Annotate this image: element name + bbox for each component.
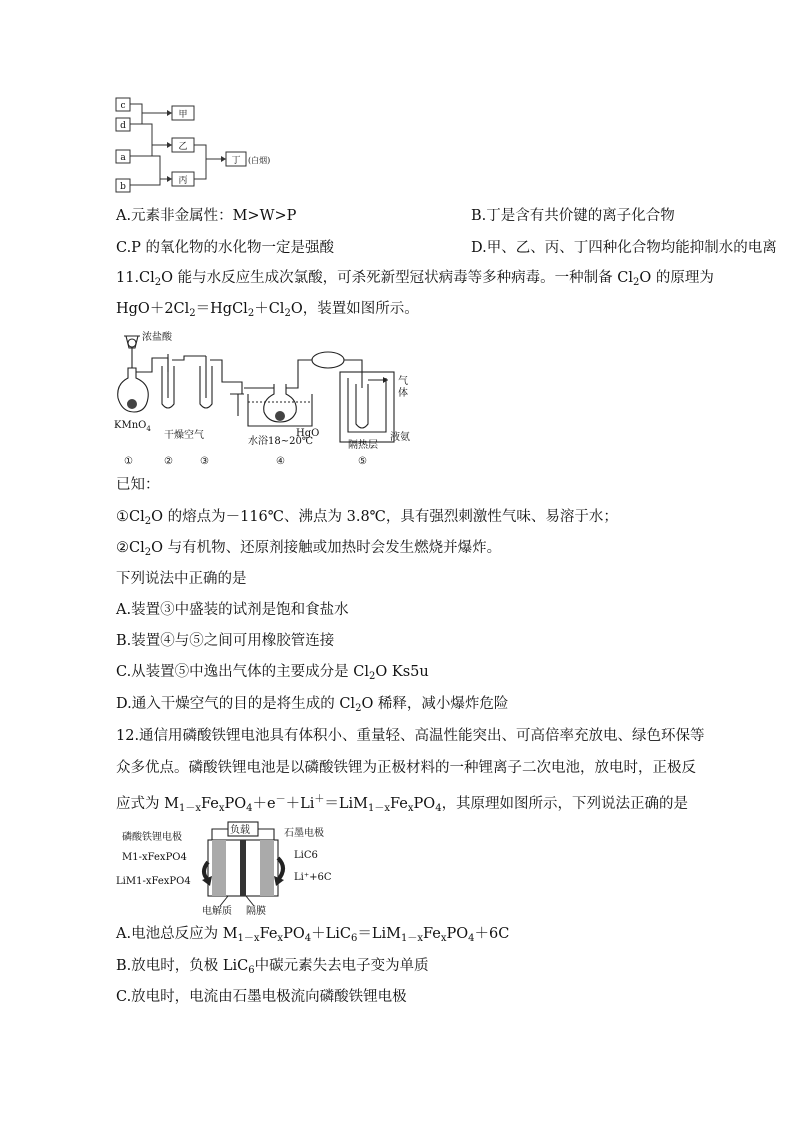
label-membrane: 隔膜 xyxy=(246,906,266,917)
label-kmno4: KMnO$_4$ xyxy=(114,420,151,433)
q12-stem-line1: 12.通信用磷酸铁锂电池具有体积小、重量轻、高温性能突出、可高倍率充放电、绿色环保等 xyxy=(116,728,705,744)
flow-label-d: d xyxy=(120,121,126,131)
label-phosphate-electrode: 磷酸铁锂电极 xyxy=(122,832,182,843)
flow-label-bing: 丙 xyxy=(178,176,188,186)
q10-options-row2 xyxy=(116,238,777,258)
flow-label-b: b xyxy=(120,182,126,192)
q12-stem-line3: 应式为 $M_{1-x}Fe_xPO_4+e^-+Li^+=LiM_{1-x}Fe_xPO_4$，其原理如图所示，下列说法正确的是 xyxy=(116,794,689,814)
q11-stem: $11.Cl_2O$ 能与水反应生成次氯酸，可杀死新型冠状病毒等多种病毒。一种制备 $Cl_2O$ 的原理为 xyxy=(116,270,714,288)
graphite-electrode xyxy=(260,840,274,896)
right-arrow xyxy=(278,858,283,880)
q12-stem-line2: 众多优点。磷酸铁锂电池是以磷酸铁锂为正极材料的一种锂离子二次电池，放电时，正极反 xyxy=(116,760,696,776)
battery-figure xyxy=(116,818,376,918)
apparatus-number-3: ③ xyxy=(200,456,209,467)
flow-label-yi: 乙 xyxy=(178,142,188,152)
q11-option-b: B.装置④与⑤之间可用橡胶管连接 xyxy=(116,633,335,649)
drying-bulb xyxy=(312,352,344,368)
label-hgo: HgO xyxy=(296,428,320,439)
label-electrolyte: 电解质 xyxy=(202,906,232,917)
q11-known-2: $②Cl_2O$ 与有机物、还原剂接触或加热时会发生燃烧并爆炸。 xyxy=(116,540,502,558)
q11-equation: $HgO+2Cl_2=HgCl_2+Cl_2O$，装置如图所示。 xyxy=(116,301,419,319)
apparatus-number-1: ① xyxy=(124,456,133,467)
apparatus-number-5: ⑤ xyxy=(358,456,367,467)
q11-option-a: A.装置③中盛装的试剂是饱和食盐水 xyxy=(116,602,349,618)
q10-option-a: A.元素非金属性：M>W>P xyxy=(116,208,297,224)
apparatus-number-2: ② xyxy=(164,456,173,467)
membrane-strip xyxy=(240,840,246,896)
label-right-species-2: Li⁺+6C xyxy=(294,872,332,883)
q10-option-c: C.P 的氧化物的水化物一定是强酸 xyxy=(116,240,335,256)
flow-label-jia: 甲 xyxy=(178,110,188,120)
label-left-species-2: LiM1-xFexPO4 xyxy=(116,876,191,887)
q12-option-a: A.电池总反应为 $M_{1-x}Fe_xPO_4+LiC_6=LiM_{1-x}Fe_xPO_4+6C$ xyxy=(116,926,510,944)
flow-label-c: c xyxy=(120,101,126,111)
q10-option-b: B.丁是含有共价键的离子化合物 xyxy=(471,208,675,224)
separatory-funnel xyxy=(124,336,140,368)
label-graphite-electrode: 石墨电极 xyxy=(284,828,324,839)
label-gas-1: 气 xyxy=(398,376,408,387)
label-conc-hcl: 浓盐酸 xyxy=(142,332,172,343)
label-insulation: 隔热层 xyxy=(348,440,378,451)
apparatus-number-4: ④ xyxy=(276,456,285,467)
water-bath xyxy=(248,394,312,426)
left-arrow xyxy=(204,862,208,880)
q11-ask: 下列说法中正确的是 xyxy=(116,571,247,587)
label-dry-air: 干燥空气 xyxy=(164,430,204,441)
flow-label-ding: 丁 xyxy=(231,156,241,166)
label-water-bath: 水浴18~20℃ xyxy=(248,436,314,447)
flow-ding-note: (白烟) xyxy=(248,156,271,165)
q10-options-row1 xyxy=(116,206,675,226)
flow-label-a: a xyxy=(120,153,126,163)
label-left-species-1: M1-xFexPO4 xyxy=(122,852,187,863)
label-right-species-1: LiC6 xyxy=(294,850,318,861)
q12-option-b: B.放电时，负极 LiC$_6$中碳元素失去电子变为单质 xyxy=(116,958,429,976)
flow-diagram xyxy=(112,92,292,198)
q11-option-c: C.从装置⑤中逸出气体的主要成分是 $Cl_2O$ Ks5u xyxy=(116,664,429,682)
q11-known-heading: 已知： xyxy=(116,477,160,493)
phosphate-electrode xyxy=(212,840,226,896)
cl2o-apparatus-figure xyxy=(112,328,442,470)
q11-option-d: D.通入干燥空气的目的是将生成的 $Cl_2O$ 稀释，减小爆炸危险 xyxy=(116,696,509,714)
label-load: 负载 xyxy=(230,825,250,836)
label-liquid-ammonia: 液氨 xyxy=(390,432,410,443)
q12-option-c: C.放电时，电流由石墨电极流向磷酸铁锂电极 xyxy=(116,989,407,1005)
label-gas-2: 体 xyxy=(398,388,408,399)
q10-option-d: D.甲、乙、丙、丁四种化合物均能抑制水的电离 xyxy=(471,240,777,256)
dry-air-inlet xyxy=(230,394,244,416)
q11-known-1: $①Cl_2O$ 的熔点为－116℃、沸点为 3.8℃，具有强烈刺激性气味、易溶于水； xyxy=(116,509,618,527)
